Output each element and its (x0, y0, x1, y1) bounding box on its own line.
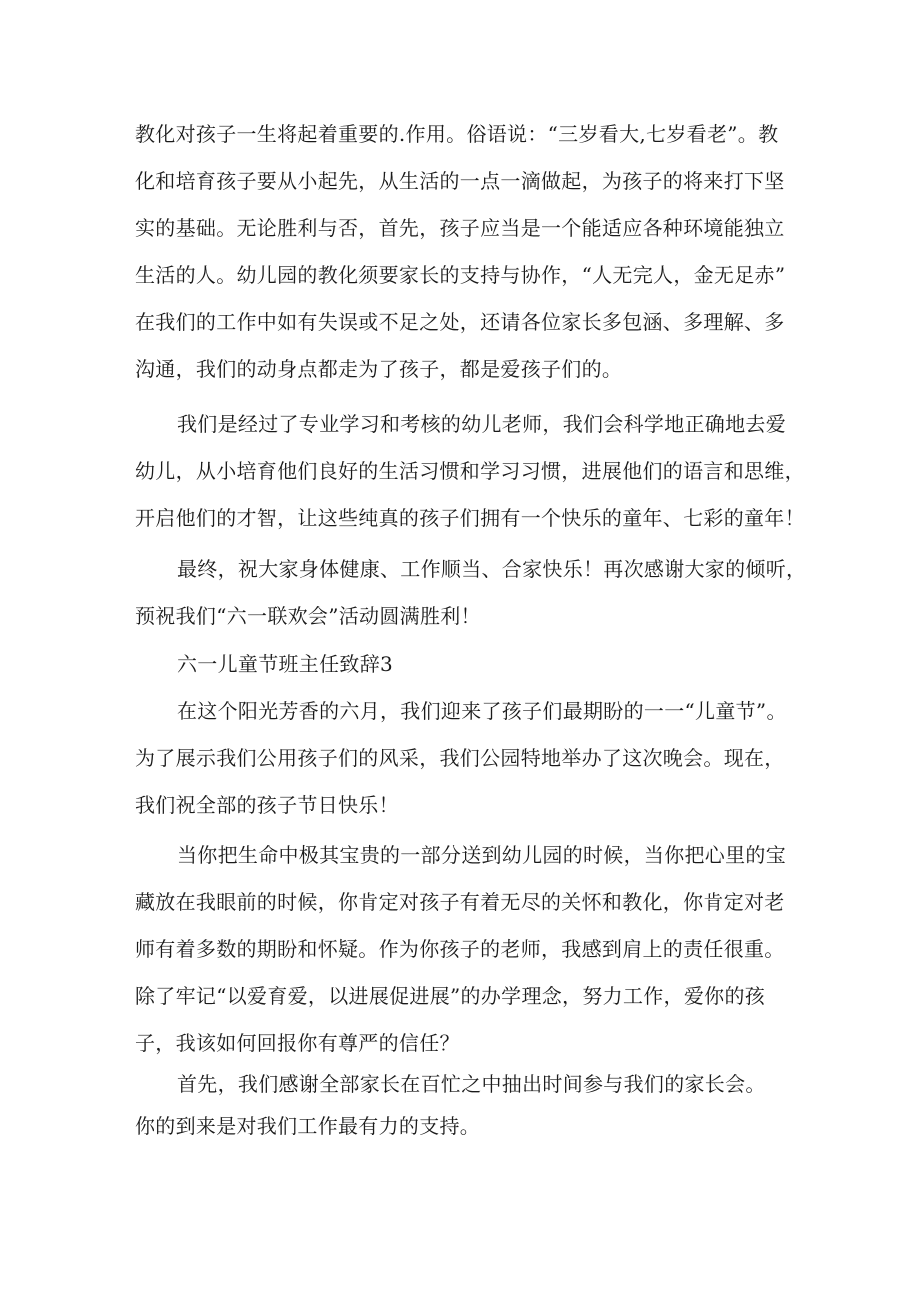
text-line: 我们是经过了专业学习和考核的幼儿老师，我们会科学地正确地去爱 (177, 412, 786, 436)
text-line: 为了展示我们公用孩子们的风采，我们公园特地举办了这次晚会。现在， (135, 746, 785, 770)
text-line: 化和培育孩子要从小起先，从生活的一点一滴做起，为孩子的将来打下坚 (135, 169, 785, 193)
text-line: 你的到来是对我们工作最有力的支持。 (135, 1114, 481, 1138)
text-line: 在这个阳光芳香的六月，我们迎来了孩子们最期盼的一一“儿童节”。 (177, 699, 787, 723)
text-line: 除了牢记“以爱育爱，以进展促进展”的办学理念，努力工作，爱你的孩 (135, 984, 766, 1008)
text-line: 我们祝全部的孩子节日快乐！ (135, 793, 399, 817)
text-line: 当你把生命中极其宝贵的一部分送到幼儿园的时候，当你把心里的宝 (177, 843, 786, 867)
text-line: 沟通，我们的动身点都走为了孩子，都是爱孩子们的。 (135, 357, 623, 381)
text-line: 藏放在我眼前的时候，你肯定对孩子有着无尽的关怀和教化，你肯定对老 (135, 890, 785, 914)
section-heading: 六一儿童节班主任致辞3 (177, 652, 394, 676)
text-line: 首先，我们感谢全部家长在百忙之中抽出时间参与我们的家长会。 (177, 1072, 766, 1096)
text-line: 实的基础。无论胜利与否，首先，孩子应当是一个能适应各种环境能独立 (135, 216, 785, 240)
text-line: 生活的人。幼儿园的教化须要家长的支持与协作，“人无完人，金无足赤” (135, 263, 786, 287)
text-line: 在我们的工作中如有失误或不足之处，还请各位家长多包涵、多理解、多 (135, 310, 785, 334)
text-line: 幼儿，从小培育他们良好的生活习惯和学习习惯，进展他们的语言和思维， (135, 459, 805, 483)
text-line: 预祝我们“六一联欢会”活动圆满胜利！ (135, 604, 481, 628)
text-line: 师有着多数的期盼和怀疑。作为你孩子的老师，我感到肩上的责任很重。 (135, 937, 785, 961)
text-line: 子，我该如何回报你有尊严的信任？ (135, 1031, 460, 1055)
text-line: 教化对孩子一生将起着重要的.作用。俗语说：“三岁看大,七岁看老”。教 (135, 122, 779, 146)
text-line: 最终，祝大家身体健康、工作顺当、合家快乐！再次感谢大家的倾听， (177, 557, 807, 581)
text-line: 开启他们的才智，让这些纯真的孩子们拥有一个快乐的童年、七彩的童年！ (135, 506, 805, 530)
